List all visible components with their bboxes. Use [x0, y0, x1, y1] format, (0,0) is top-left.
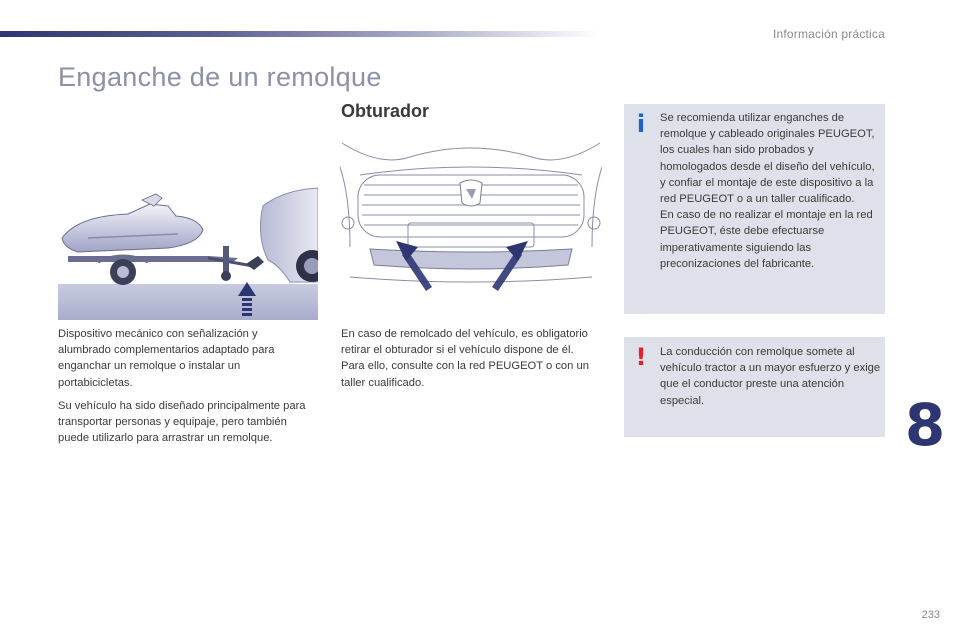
mid-paragraph-2: Para ello, consulte con la red PEUGEOT o con un taller cualificado. — [341, 360, 589, 389]
info-note-line-2: En caso de no realizar el montaje en la red PEUGEOT, éste debe efectuarse imperativamente siguiendo las preconizaciones del fabricante. — [660, 209, 873, 270]
bumper-cover-illustration — [340, 137, 602, 295]
left-paragraph-2: Su vehículo ha sido diseñado principalmente para transportar personas y equipaje, pero también puede utilizarlo para arrastrar un remolque. — [58, 399, 306, 445]
description-middle — [341, 326, 601, 391]
page-number: 233 — [921, 609, 940, 621]
trailer-illustration — [58, 186, 318, 320]
description-left — [58, 326, 310, 453]
info-note-line-1: Se recomienda utilizar enganches de remolque y cableado originales PEUGEOT, los cuales han sido probados y homologados desde el diseño del vehículo, y confiar el montaje de este dispositivo a la red PEUGEOT o a un taller cualificado. — [660, 112, 875, 206]
chapter-number: 8 — [904, 391, 946, 459]
section-header: Información práctica — [772, 27, 885, 41]
mid-paragraph-1: En caso de remolcado del vehículo, es obligatorio retirar el obturador si el vehículo dispone de él. — [341, 328, 588, 357]
jetski-trailer-drawing — [58, 186, 318, 320]
peugeot-front-drawing — [340, 137, 602, 295]
exclamation-icon: ! — [635, 343, 647, 371]
info-icon: i — [636, 110, 646, 138]
info-note — [624, 104, 885, 314]
warning-note — [624, 337, 885, 437]
page-title: Enganche de un remolque — [58, 62, 382, 92]
header-gradient-bar — [0, 31, 600, 37]
info-note-text — [660, 110, 882, 272]
warning-note-text: La conducción con remolque somete al vehículo tractor a un mayor esfuerzo y exige que el conductor preste una atención especial. — [660, 346, 881, 407]
left-paragraph-1: Dispositivo mecánico con señalización y alumbrado complementarios adaptado para enganchar un remolque o instalar un portabicicletas. — [58, 328, 275, 389]
section-subtitle: Obturador — [341, 101, 429, 121]
